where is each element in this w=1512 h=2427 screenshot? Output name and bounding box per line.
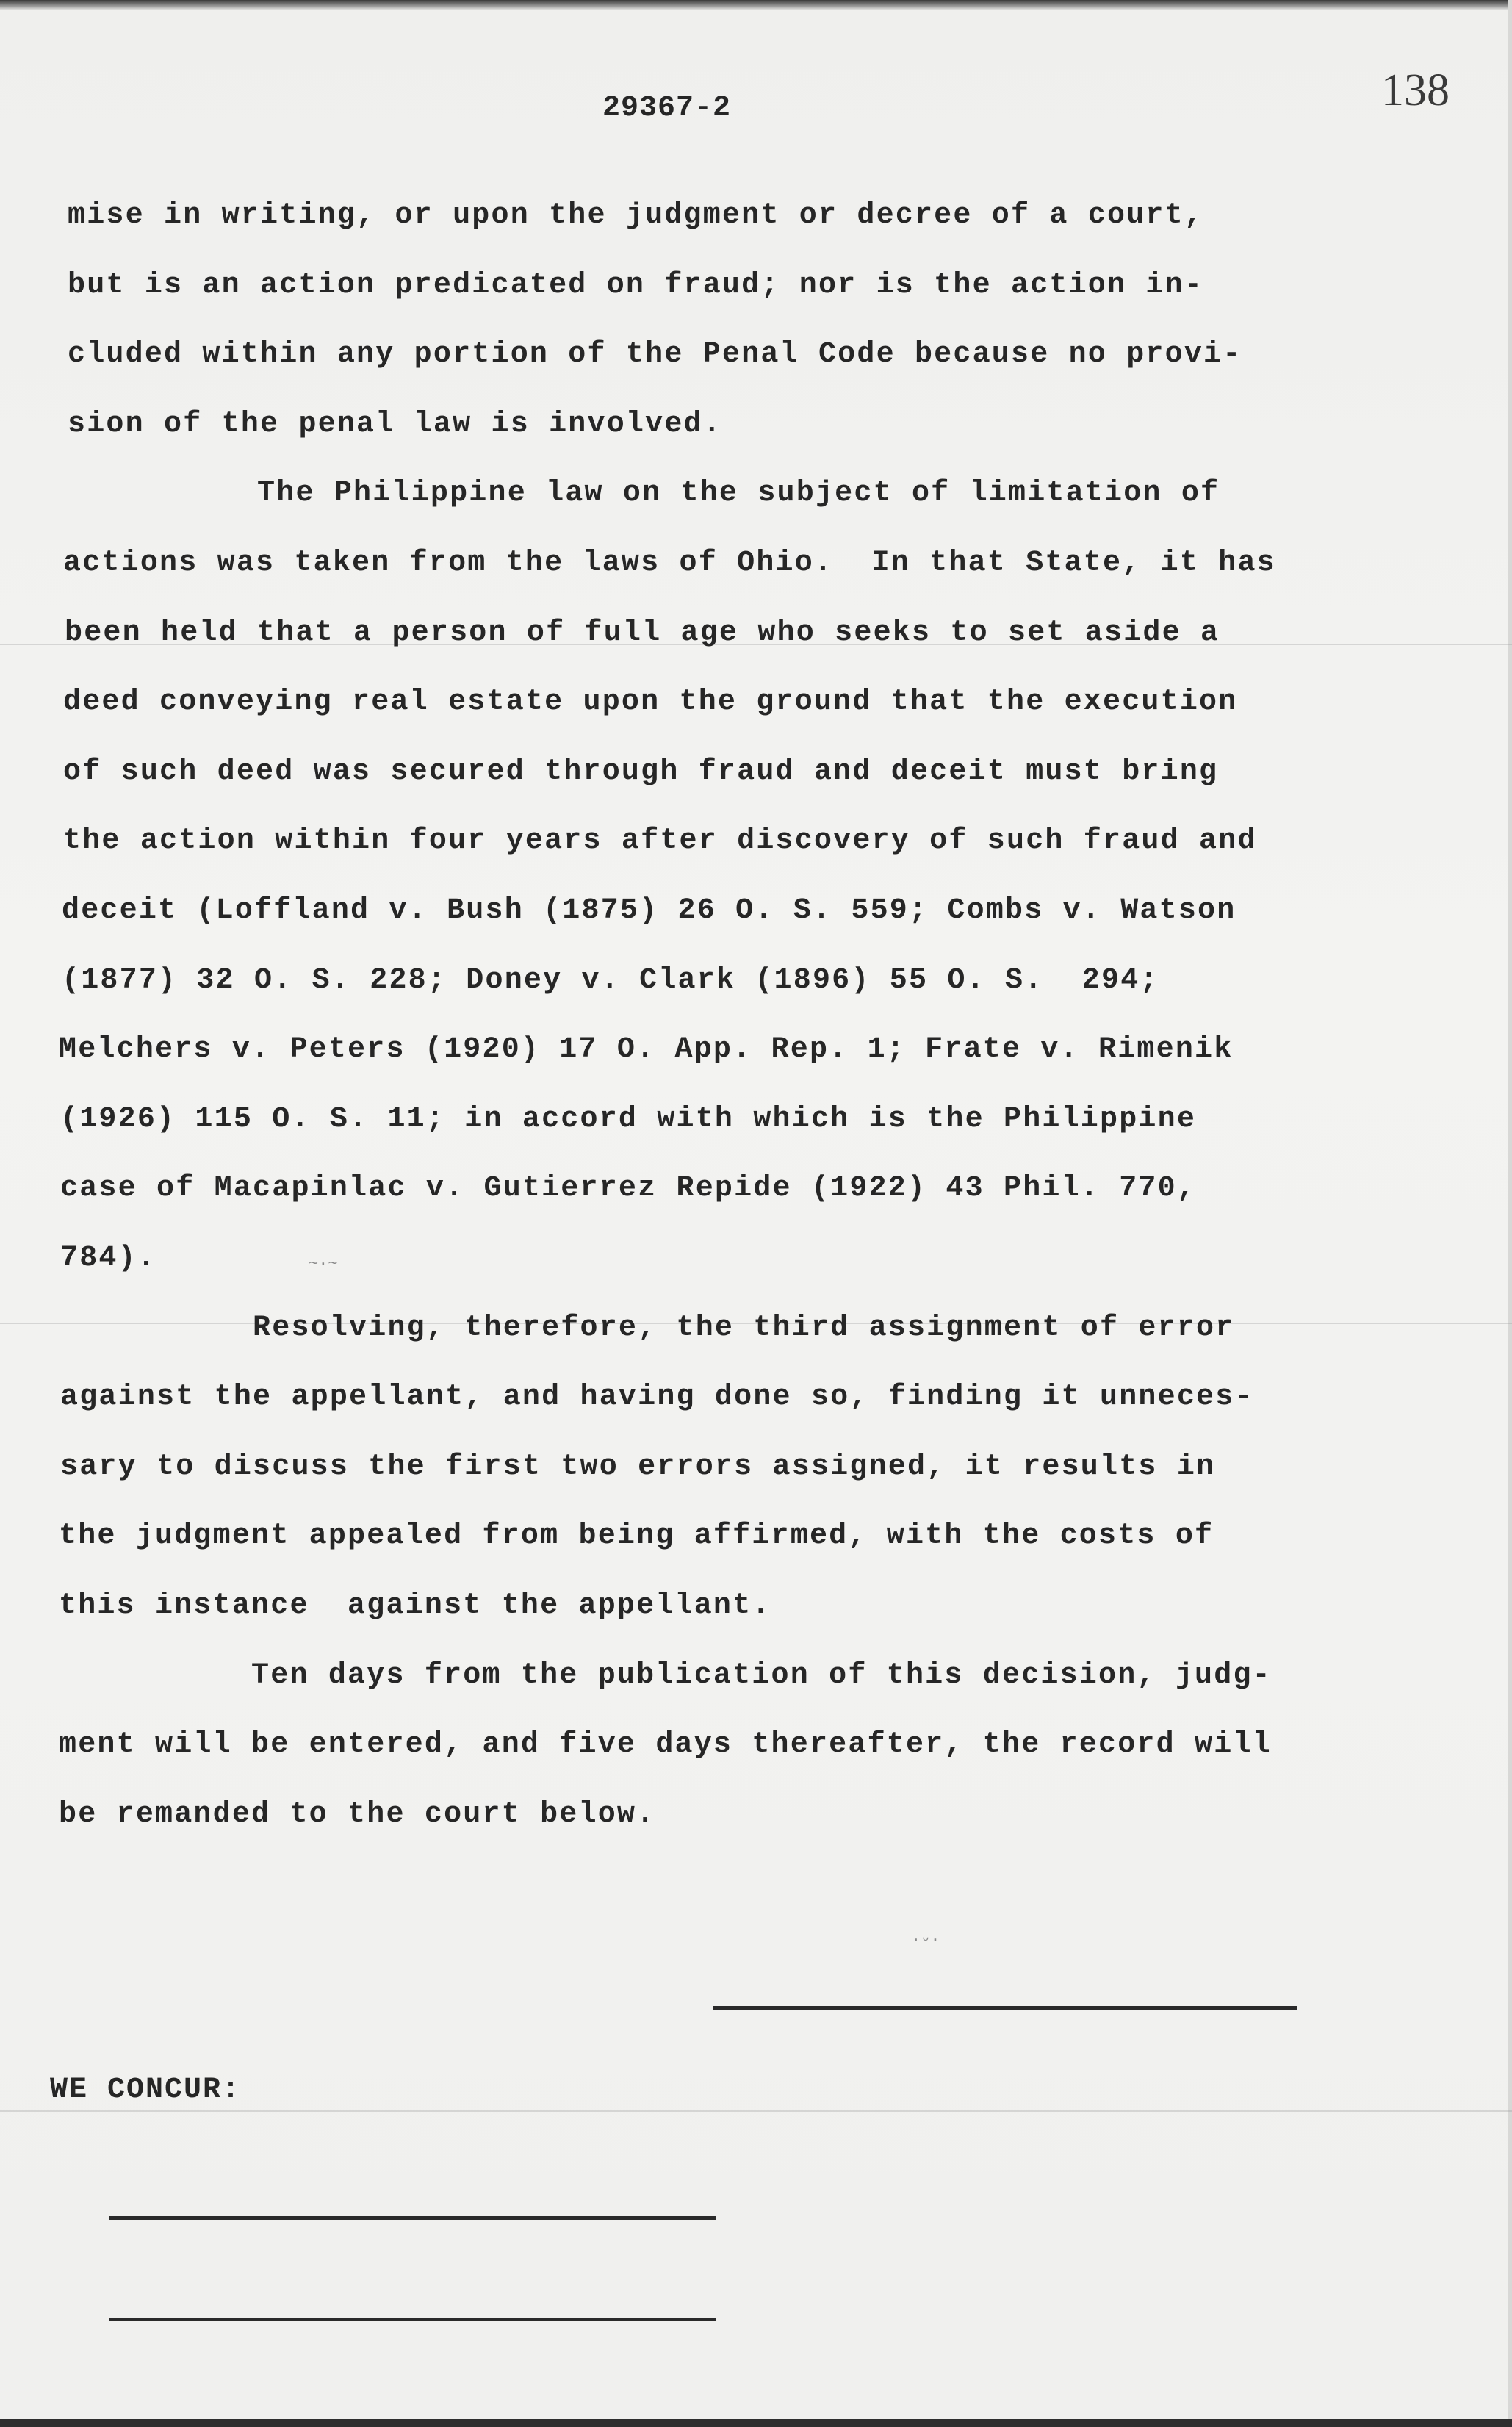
body-line: Ten days from the publication of this decision, judg- — [59, 1659, 1272, 1692]
scan-top-edge — [0, 0, 1512, 10]
body-line: deceit (Loffland v. Bush (1875) 26 O. S. 559; Combs v. Watson — [62, 894, 1236, 927]
body-line: mise in writing, or upon the judgment or decree of a court, — [68, 199, 1204, 232]
body-line: cluded within any portion of the Penal Code because no provi- — [68, 338, 1242, 371]
body-line: the action within four years after discovery of such fraud and — [63, 824, 1257, 857]
signature-line-concur-2 — [109, 2318, 716, 2321]
body-line: of such deed was secured through fraud and deceit must bring — [63, 755, 1219, 788]
body-line: sary to discuss the first two errors assigned, it results in — [60, 1450, 1216, 1484]
body-line: (1926) 115 O. S. 11; in accord with which is the Philippine — [60, 1103, 1197, 1136]
body-line: against the appellant, and having done so, finding it unneces- — [60, 1381, 1254, 1414]
document-number: 29367-2 — [602, 92, 732, 125]
scan-artifact-line — [0, 2110, 1512, 2112]
body-line: 784). — [60, 1242, 157, 1275]
page-number: 138 — [1381, 65, 1450, 115]
body-line: sion of the penal law is involved. — [68, 408, 722, 441]
signature-line-author — [713, 2006, 1297, 2010]
body-line: (1877) 32 O. S. 228; Doney v. Clark (1896) 55 O. S. 294; — [62, 964, 1159, 997]
body-line: Resolving, therefore, the third assignment of error — [60, 1312, 1235, 1345]
body-line: been held that a person of full age who seeks to set aside a — [65, 616, 1220, 650]
body-line: be remanded to the court below. — [59, 1798, 656, 1831]
body-line: actions was taken from the laws of Ohio. In that State, it has — [63, 547, 1276, 580]
body-line: ment will be entered, and five days thereafter, the record will — [59, 1728, 1272, 1761]
body-line: this instance against the appellant. — [59, 1589, 771, 1622]
concur-label: WE CONCUR: — [50, 2074, 242, 2107]
body-line: The Philippine law on the subject of limitation of — [65, 477, 1220, 510]
ink-smudge: ~·~ — [309, 1255, 338, 1273]
body-line: but is an action predicated on fraud; nor is the action in- — [68, 269, 1204, 302]
body-line: case of Macapinlac v. Gutierrez Repide (1922) 43 Phil. 770, — [60, 1172, 1197, 1205]
body-line: deed conveying real estate upon the ground that the execution — [63, 686, 1238, 719]
body-line: Melchers v. Peters (1920) 17 O. App. Rep. 1; Frate v. Rimenik — [59, 1033, 1234, 1066]
ink-smudge: ·ᵕ· — [911, 1931, 940, 1949]
signature-line-concur-1 — [109, 2216, 716, 2220]
scan-bottom-edge — [0, 2419, 1512, 2427]
body-line: the judgment appealed from being affirmed, with the costs of — [59, 1520, 1214, 1553]
scan-right-edge — [1508, 0, 1512, 2427]
